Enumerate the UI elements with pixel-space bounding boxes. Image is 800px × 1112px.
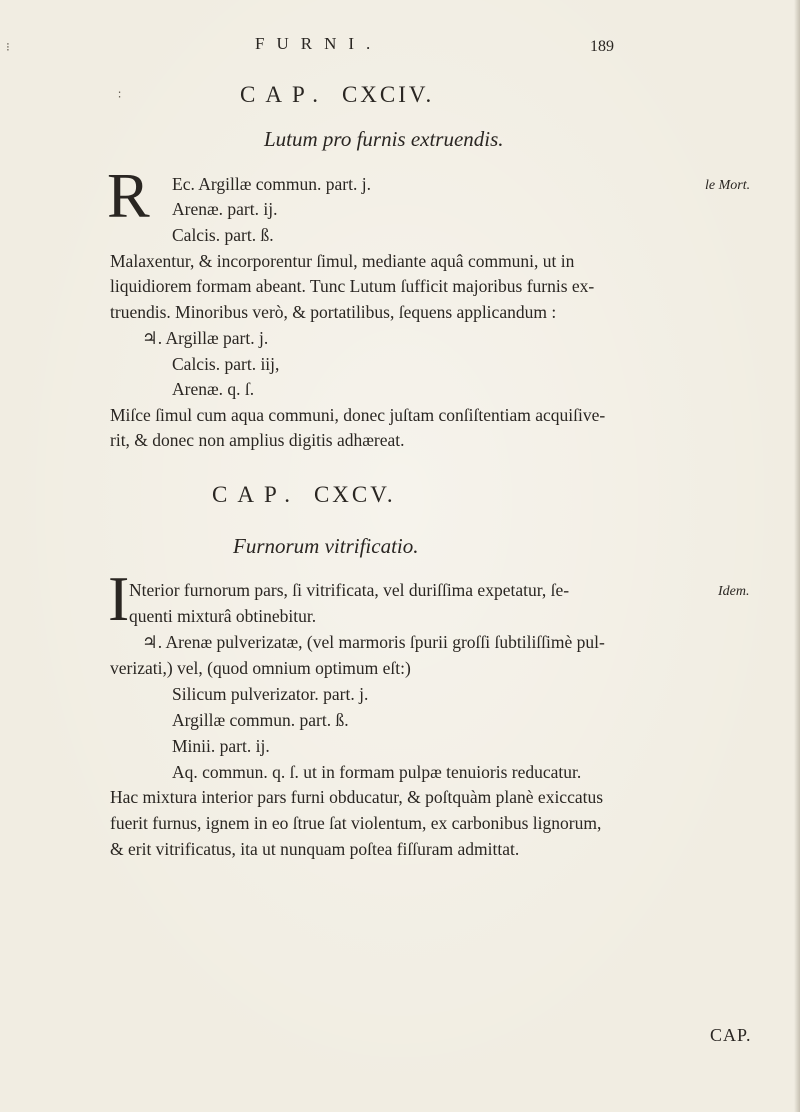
text-line: verizati,) vel, (quod omnium optimum eſt:) — [110, 658, 411, 678]
chapter-heading-word: CAP. — [240, 82, 328, 107]
text-line: Nterior furnorum pars, ſi vitrificata, vel duriſſima expetatur, ſe- — [129, 580, 570, 600]
text-line: Hac mixtura interior pars furni obducatur, & poſtquàm planè exiccatus — [110, 787, 604, 807]
chapter-heading-194 — [240, 82, 434, 108]
drop-cap-i: I — [108, 563, 130, 634]
text-line: Aq. commun. q. ſ. ut in formam pulpæ tenuioris reducatur. — [172, 762, 582, 782]
running-head: FURNI. — [255, 34, 383, 53]
text-line: quenti mixturâ obtinebitur. — [129, 606, 317, 626]
text-line: Arenæ. q. ſ. — [172, 379, 255, 399]
margin-speck: ⁝ — [6, 40, 10, 54]
chapter-heading-word: CAP. — [212, 482, 300, 507]
page-edge-shadow — [794, 0, 800, 1112]
text-line: Miſce ſimul cum aqua communi, donec juſtam conſiſtentiam acquiſive- — [110, 405, 606, 425]
chapter-heading-number: CXCV. — [313, 482, 396, 507]
text-line: Minii. part. ij. — [172, 736, 270, 756]
catchword: CAP. — [710, 1025, 752, 1045]
text-line: ♃. Arenæ pulverizatæ, (vel marmoris ſpurii groſſi ſubtiliſſimè pul- — [142, 632, 605, 652]
drop-cap-r: R — [107, 160, 150, 231]
text-line: liquidiorem formam abeant. Tunc Lutum ſufficit majoribus furnis ex- — [110, 276, 595, 296]
margin-note-le-mort: le Mort. — [705, 178, 751, 193]
margin-speck: ∶ — [118, 88, 122, 102]
margin-note-idem: Idem. — [718, 584, 750, 599]
text-line: fuerit furnus, ignem in eo ſtrue ſat violentum, ex carbonibus lignorum, — [110, 813, 602, 833]
chapter-title-194: Lutum pro furnis extruendis. — [264, 127, 504, 151]
text-line: Calcis. part. ß. — [172, 225, 274, 245]
text-line: Calcis. part. iij, — [172, 354, 280, 374]
chapter-heading-number: CXCIV. — [341, 82, 435, 107]
text-line: Ec. Argillæ commun. part. j. — [172, 174, 371, 194]
page-number: 189 — [590, 38, 614, 55]
text-line: & erit vitrificatus, ita ut nunquam poſtea fiſſuram admittat. — [110, 839, 520, 859]
text-line: Arenæ. part. ij. — [172, 199, 278, 219]
text-line: rit, & donec non amplius digitis adhæreat. — [110, 430, 405, 450]
chapter-heading-195 — [212, 482, 396, 508]
text-line: ♃. Argillæ part. j. — [142, 328, 269, 348]
text-line: truendis. Minoribus verò, & portatilibus, ſequens applicandum : — [110, 302, 557, 322]
text-line: Malaxentur, & incorporentur ſimul, mediante aquâ communi, ut in — [110, 251, 575, 271]
text-line: Argillæ commun. part. ß. — [172, 710, 349, 730]
chapter-title-195: Furnorum vitrificatio. — [233, 534, 419, 558]
text-line: Silicum pulverizator. part. j. — [172, 684, 369, 704]
